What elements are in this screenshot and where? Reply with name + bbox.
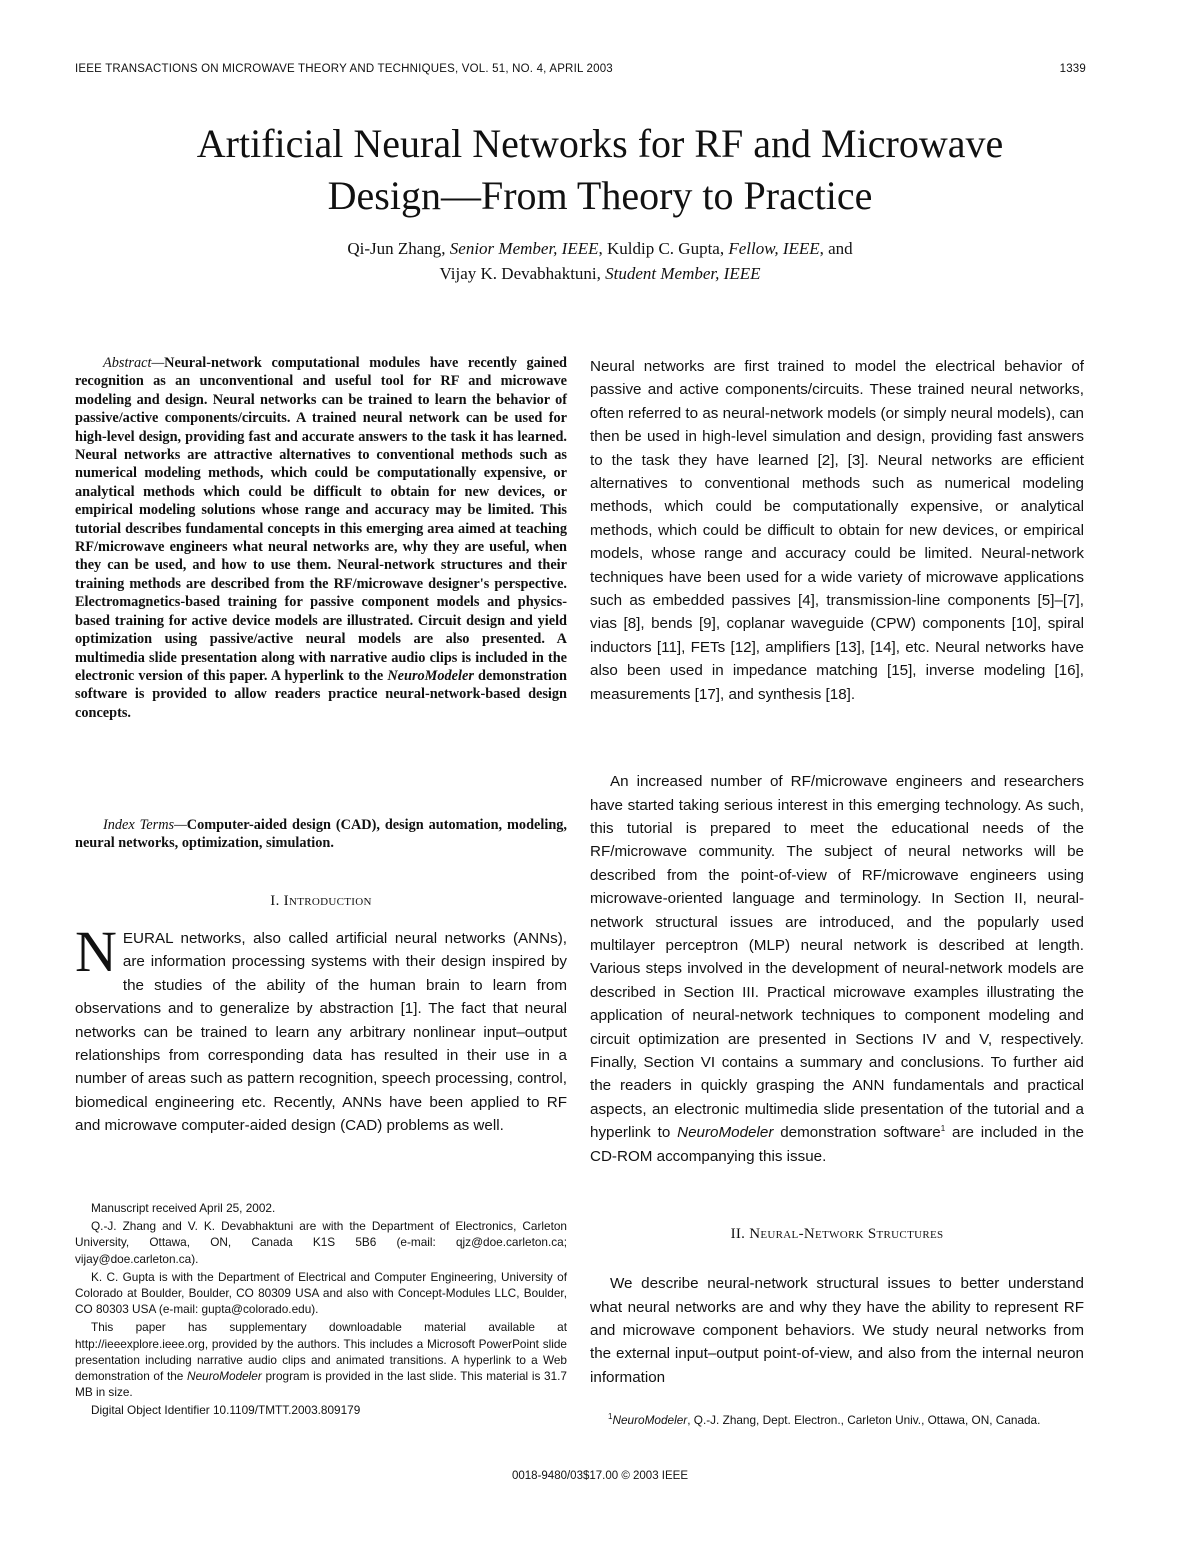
running-header [75,63,1086,75]
right-p2-body: An increased number of RF/microwave engineers and researchers have started taking serious interest in this emerging technology. As such, this tutorial is prepared to meet the educational needs of the RF/microwave community. The subject of neural networks will be described from the point-of-view of RF/microwave engineers using microwave-oriented language and terminology. In Section II, neural-network structural issues are introduced, and the popularly used multilayer perceptron (MLP) neural network is described at length. Various steps involved in the development of neural-network models are described in Section III. Practical microwave examples illustrating the application of neural-network techniques to component modeling and circuit optimization are presented in Sections IV and V, respectively. Finally, Section VI contains a summary and conclusions. To further aid the readers in quickly grasping the ANN fundamentals and practical aspects, an electronic multimedia slide presentation of the tutorial and a hyperlink to [590,773,1084,1142]
right-paragraph-2-text [590,770,1084,1168]
right-p2-end: are included in the CD-ROM accompanying this issue. [590,1124,1084,1165]
right-paragraph-1 [590,355,1084,706]
drop-cap: N [75,919,117,984]
author-2-role: Fellow, IEEE [728,239,820,258]
index-terms-text: Computer-aided design (CAD), design automation, modeling, neural networks, optimization, simulation. [75,817,567,852]
footnote-right-software: NeuroModeler [612,1413,688,1427]
footnote-supp-software: NeuroModeler [187,1369,262,1384]
footnote-doi: Digital Object Identifier 10.1109/TMTT.2003.809179 [91,1403,361,1418]
footnote-right [590,1412,1084,1428]
title-line-2: Design—From Theory to Practice [327,173,873,218]
intro-text: EURAL networks, also called artificial neural networks (ANNs), are information processing systems with their design inspired by the studies of the ability of the human brain to learn from observations and to generalize by abstraction [1]. The fact that neural networks can be trained to learn any arbitrary nonlinear input–output relationships from corresponding data has resulted in their use in a number of areas such as pattern recognition, speech processing, control, biomedical engineering etc. Recently, ANNs have been applied to RF and microwave computer-aided design (CAD) problems as well. [75,930,567,1135]
intro-paragraph [75,919,567,1138]
footnote-supp-end: program is provided in the last slide. This material is 31.7 MB in size. [75,1369,567,1400]
author-list [60,236,1140,286]
copyright-line: 0018-9480/03$17.00 © 2003 IEEE [511,1470,688,1482]
right-paragraph-2-block [590,755,1084,1183]
paper-title [60,118,1140,222]
index-terms-lead: Index Terms— [103,817,187,833]
abstract-text-end: demonstration software is provided to allow readers practice neural-network-based design concepts. [75,667,567,721]
abstract-text: Neural-network computational modules have recently gained recognition as an unconventional and useful tool for RF and microwave modeling and design. Neural networks can be trained to learn the behavior of passive/active components/circuits. A trained neural network can be used for high-level design, providing fast and accurate answers to the task it has learned. Neural networks are attractive alternatives to conventional methods such as numerical modeling methods, which could be computationally expensive, or analytical methods which could be difficult to obtain for new devices, or empirical modeling solutions whose range and accuracy may be limited. This tutorial describes fundamental concepts in this emerging area aimed at teaching RF/microwave engineers what neural networks are, why they are useful, when they can be used, and how to use them. Neural-network structures and their training methods are described from the RF/microwave designer's perspective. Electromagnetics-based training for passive component models and physics-based training for active device models are illustrated. Circuit design and yield optimization using passive/active neural models are also presented. A multimedia slide presentation along with narrative audio clips is included in the electronic version of this paper. A hyperlink to the [75,355,567,684]
footnote-affiliation-1: Q.-J. Zhang and V. K. Devabhaktuni are with the Department of Electronics, Carleton University, Ottawa, ON, Canada K1S 5B6 (e-mail: qjz@doe.carleton.ca; vijay@doe.carleton.ca). [75,1219,567,1266]
abstract [75,354,567,722]
footnote-marker: 1 [940,1124,946,1134]
right-paragraph-3-text: We describe neural-network structural issues to better understand what neural networks are and why they have the ability to represent RF and microwave component behaviors. We study neural networks from the external input–output point-of-view, and also from the internal neuron information [590,1275,1084,1386]
title-line-1: Artificial Neural Networks for RF and Microwave [196,121,1004,166]
page-number: 1339 [1059,63,1086,75]
author-1-name: Qi-Jun Zhang, [347,239,450,258]
abstract-software-name: NeuroModeler [387,667,474,684]
author-2-name: , Kuldip C. Gupta, [598,239,729,258]
footnote-right-marker: 1 [608,1412,613,1422]
section-2-heading: II. Neural-Network Structures [730,1226,944,1242]
footnote-affiliation-2: K. C. Gupta is with the Department of Electrical and Computer Engineering, University of Colorado at Boulder, Boulder, CO 80309 USA and also with Concept-Modules LLC, Boulder, CO 80303 USA (e-mail: gupta@colorado.edu). [75,1269,567,1317]
index-terms [75,816,567,853]
author-3-name: Vijay K. Devabhaktuni, [439,264,606,283]
footnote-received: Manuscript received April 25, 2002. [91,1201,276,1215]
author-conjunction: , and [819,239,853,258]
footnote-supp-text: This paper has supplementary downloadable material available at http://ieeexplore.ieee.org, provided by the authors. This includes a Microsoft PowerPoint slide presentation including narrative audio clips and animated transitions. A hyperlink to a Web demonstration of the [75,1320,567,1384]
author-3-role: Student Member, IEEE [605,264,761,283]
right-paragraph-3 [590,1257,1084,1404]
author-line-1 [60,236,1140,261]
footnote-right-text: , Q.-J. Zhang, Dept. Electron., Carleton Univ., Ottawa, ON, Canada. [687,1413,1041,1427]
journal-citation: IEEE TRANSACTIONS ON MICROWAVE THEORY AND TECHNIQUES, VOL. 51, NO. 4, APRIL 2003 [75,63,613,75]
author-1-role: Senior Member, IEEE [449,239,599,258]
abstract-lead: Abstract— [103,355,165,371]
footnotes-left [75,1200,567,1421]
right-p2-mid: demonstration software [773,1124,941,1142]
section-1-heading: I. Introduction [270,893,372,909]
right-paragraph-1-text: Neural networks are first trained to model the electrical behavior of passive and active components/circuits. These trained neural networks, often referred to as neural-network models (or simply neural models), can then be used in high-level simulation and design, providing fast answers to the task they have learned [2], [3]. Neural networks are efficient alternatives to conventional methods such as numerical modeling methods, which could be computationally expensive, or analytical methods, which could be difficult to obtain for new devices, or empirical models, whose range and accuracy could be limited. Neural-network techniques have been used for a wide variety of microwave applications such as embedded passives [4], transmission-line components [5]–[7], vias [8], bends [9], coplanar waveguide (CPW) components [10], spiral inductors [11], FETs [12], amplifiers [13], [14], etc. Neural networks have also been used in impedance matching [15], inverse modeling [16], measurements [17], and synthesis [18]. [590,358,1084,703]
author-line-2 [60,261,1140,286]
right-p2-software: NeuroModeler [677,1124,774,1142]
footnote-supplementary [75,1319,567,1400]
